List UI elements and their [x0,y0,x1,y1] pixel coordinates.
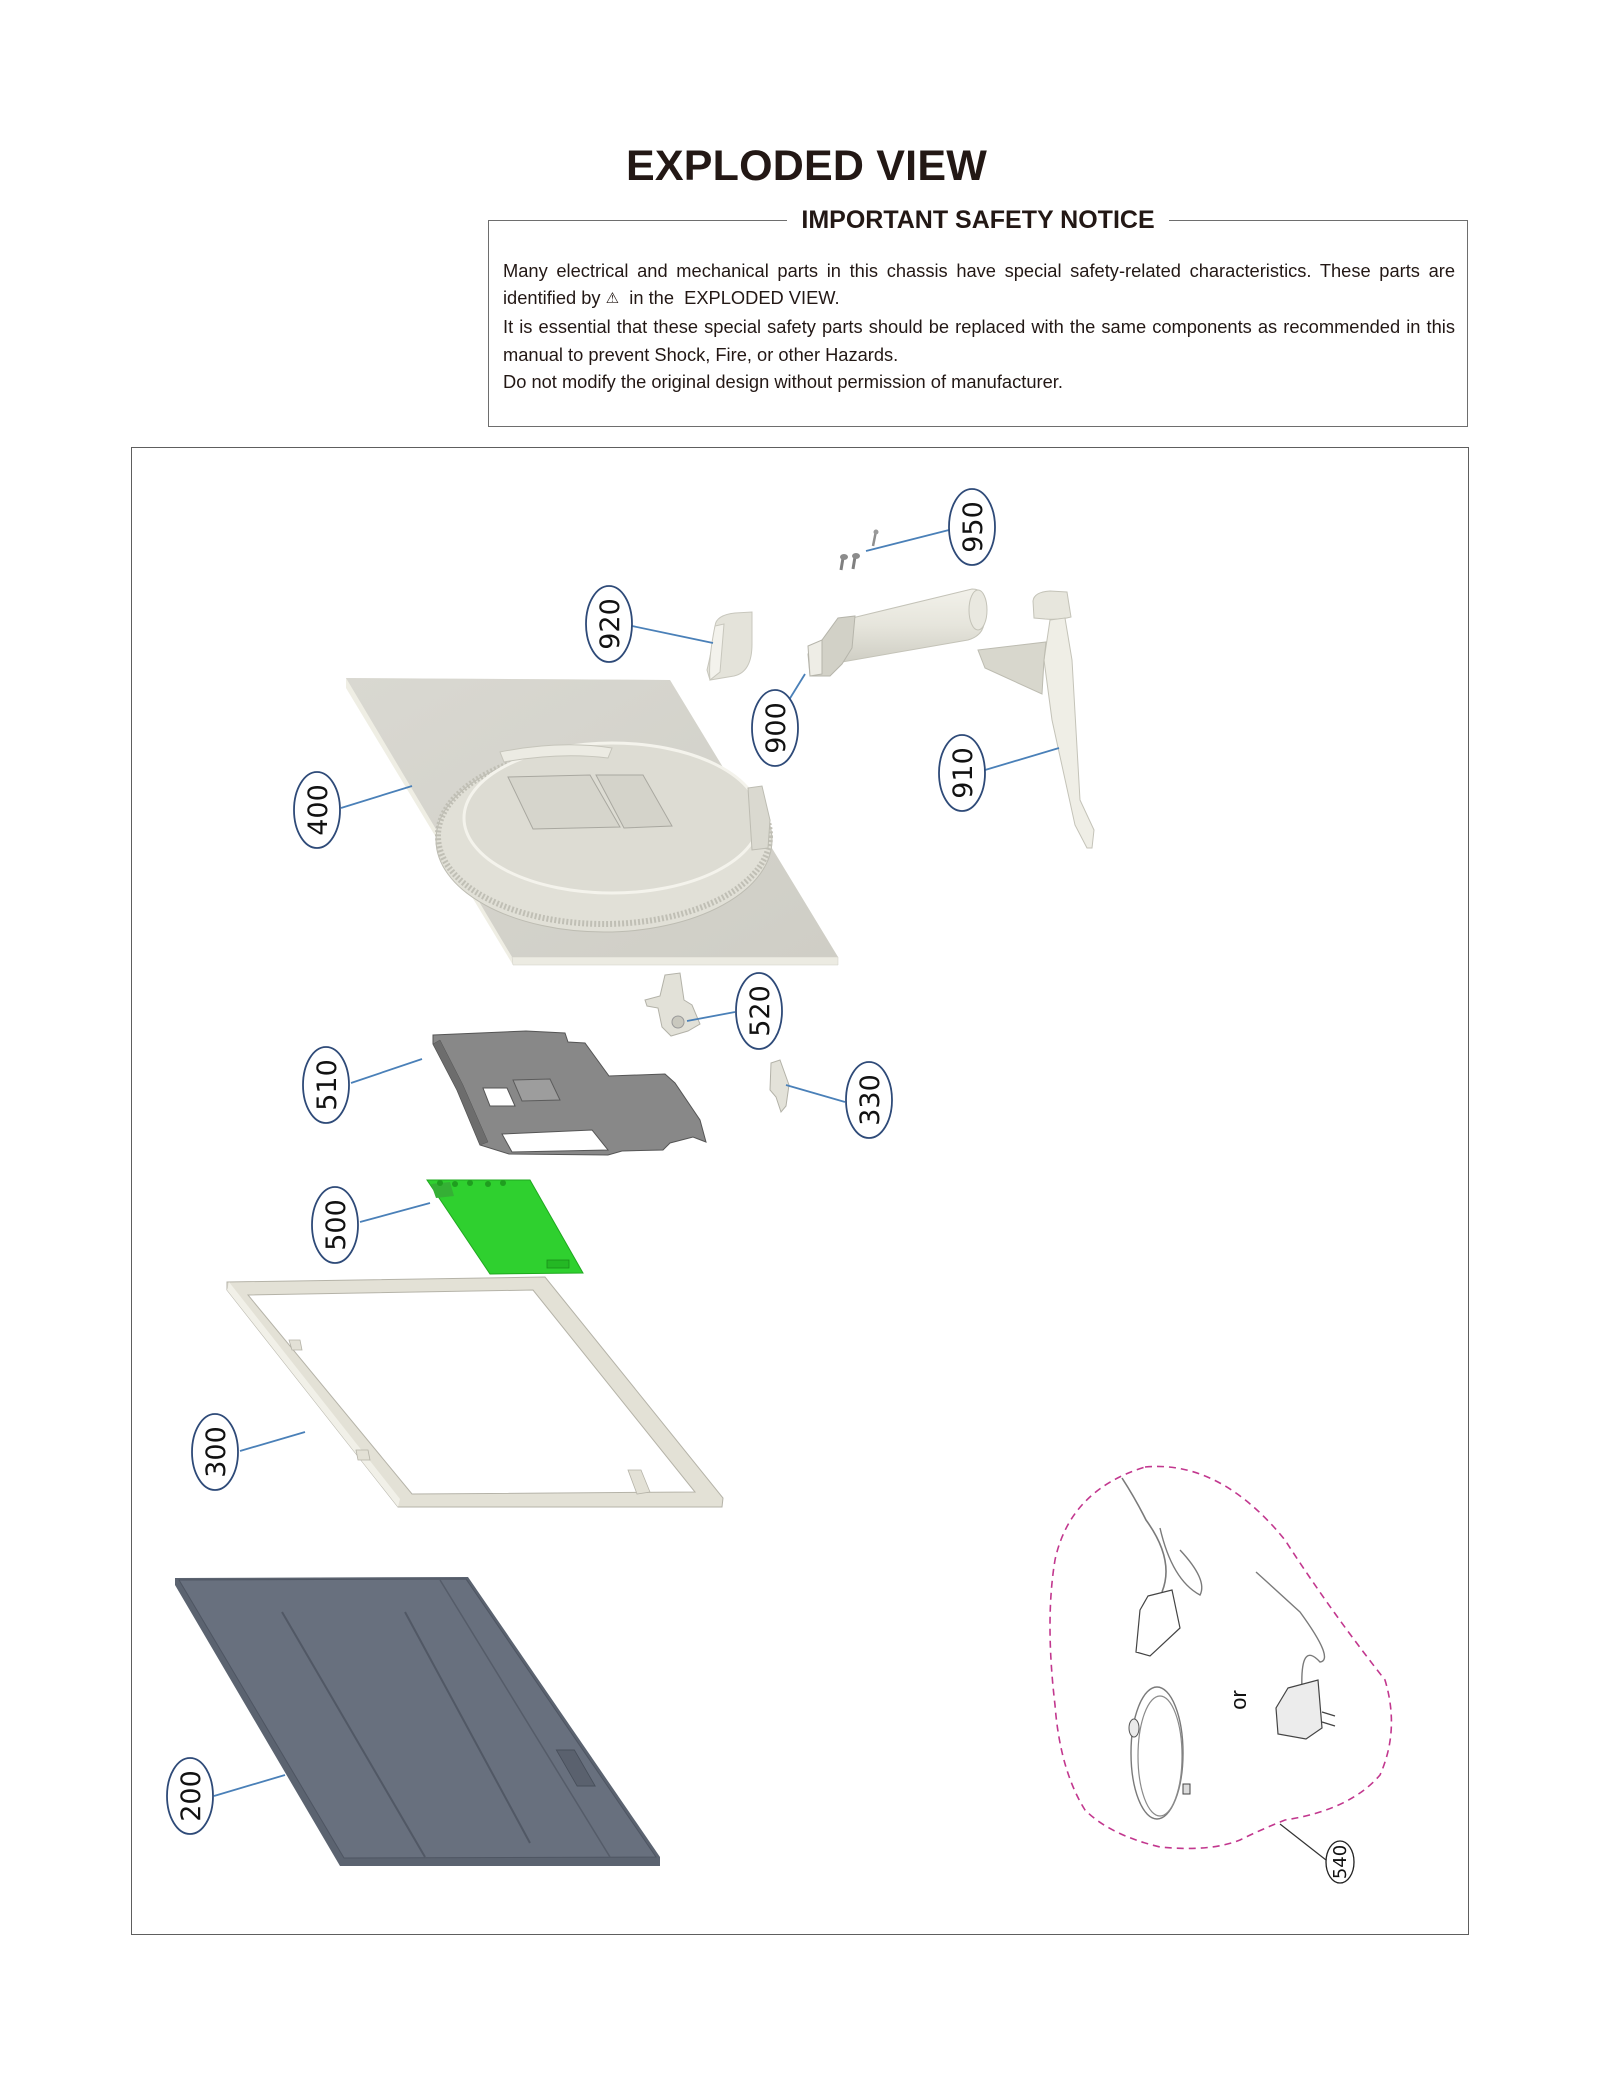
callout-920-label: 920 [595,598,626,650]
part-300-middle-frame [227,1277,723,1507]
part-520-hinge-bracket [645,973,700,1036]
notice-paragraph-3: Do not modify the original design without permission of manufacturer. [503,370,1063,392]
part-900-stand-arm [808,589,987,676]
or-label: or [1226,1690,1251,1710]
callout-510[interactable] [303,1047,349,1123]
leader-400 [341,786,412,808]
part-920-hinge-cover [707,612,752,680]
safety-notice-heading: IMPORTANT SAFETY NOTICE [787,206,1168,234]
callout-920[interactable] [586,586,632,662]
callout-540[interactable] [1326,1841,1354,1883]
notice-line-1a: Many electrical and mechanical parts in this chassis have special safety-related characteristics. These parts are identified by [503,260,1455,309]
leader-910 [985,748,1059,770]
callout-520[interactable] [736,973,782,1049]
callout-330[interactable] [846,1062,892,1138]
leader-510 [351,1059,422,1083]
part-540-accessory-group [1050,1466,1391,1848]
leader-950 [866,530,949,551]
callout-910-label: 910 [948,747,979,799]
leader-200 [214,1775,285,1796]
callout-300-label: 300 [201,1426,232,1478]
notice-line-1b: in the EXPLODED VIEW. [619,287,840,309]
callout-200[interactable] [167,1758,213,1834]
leader-330 [786,1085,845,1102]
leader-540 [1280,1824,1326,1860]
callout-330-label: 330 [855,1074,886,1126]
callout-200-label: 200 [176,1770,207,1822]
part-510-chassis-shield [433,1031,706,1155]
adapter-brick-icon [1122,1478,1202,1656]
leader-500 [360,1203,430,1222]
callout-400-label: 400 [303,784,334,836]
callout-520-label: 520 [745,985,776,1037]
part-200-lcd-panel [175,1577,660,1866]
leader-300 [240,1432,305,1451]
callout-400[interactable] [294,772,340,848]
notice-paragraph-2: It is essential that these special safety parts should be replaced with the same components as recommended in this manual to prevent Shock, Fire, or other Hazards. [503,316,1455,365]
callout-910[interactable] [939,735,985,811]
callout-500[interactable] [312,1187,358,1263]
callout-500-label: 500 [321,1199,352,1251]
power-cord-icon [1129,1687,1190,1819]
part-910-stand-base [978,591,1094,848]
callout-300[interactable] [192,1414,238,1490]
part-500-main-pcb [427,1180,583,1274]
callout-900[interactable] [752,690,798,766]
leader-920 [632,626,713,643]
callout-900-label: 900 [761,702,792,754]
callout-950[interactable] [949,489,995,565]
part-330-key [770,1060,789,1112]
callout-950-label: 950 [958,501,989,553]
warning-triangle-icon: ⚠ [605,290,620,308]
callout-510-label: 510 [312,1059,343,1111]
page-title: EXPLODED VIEW [626,142,987,190]
callout-540-label: 540 [1330,1844,1351,1880]
